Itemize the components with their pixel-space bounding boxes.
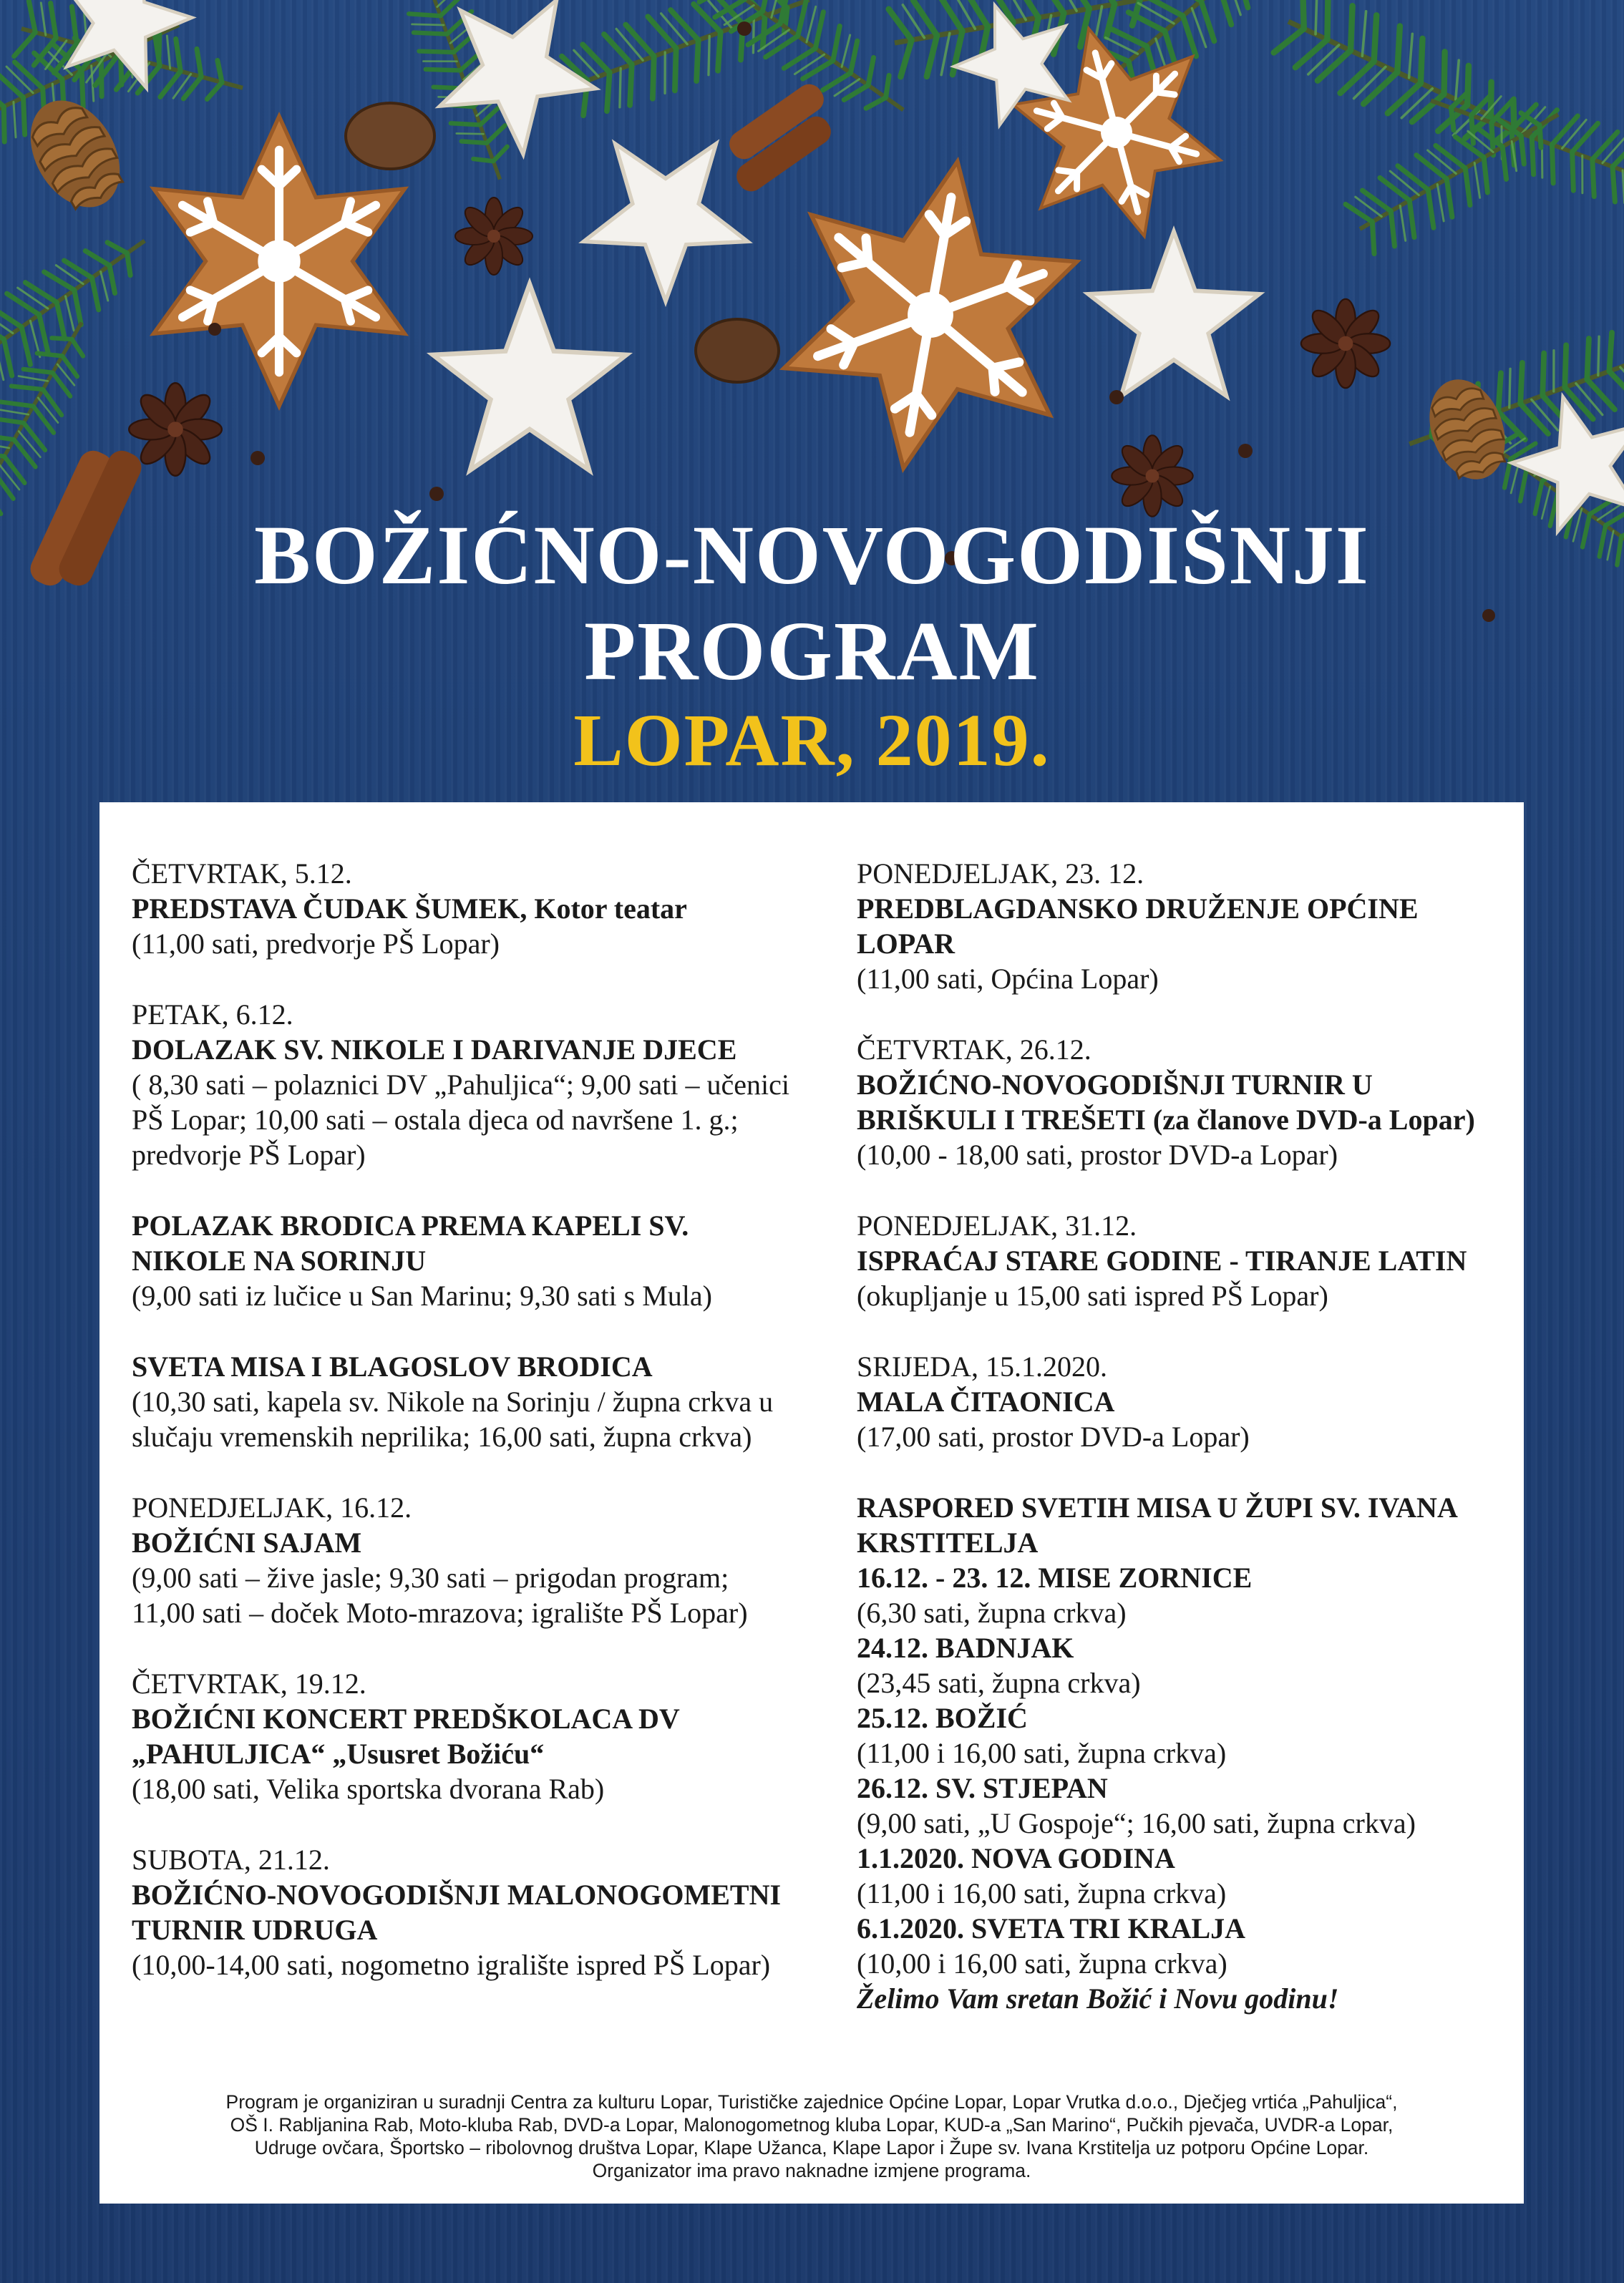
event-item	[857, 856, 1501, 996]
event-title: PREDSTAVA ČUDAK ŠUMEK, Kotor teatar	[132, 892, 687, 925]
mass-title: 6.1.2020. SVETA TRI KRALJA	[857, 1912, 1246, 1944]
event-details: ( 8,30 sati – polaznici DV „Pahuljica“; 9,00 sati – učenici PŠ Lopar; 10,00 sati – ostala djeca od navršene 1. g.; predvorje PŠ Lopar)	[132, 1069, 790, 1171]
mass-schedule	[857, 1490, 1501, 2016]
mass-details: (6,30 sati, župna crkva)	[857, 1597, 1127, 1629]
event-title: MALA ČITAONICA	[857, 1386, 1115, 1418]
mass-title: 1.1.2020. NOVA GODINA	[857, 1842, 1175, 1874]
event-details: (11,00 sati, predvorje PŠ Lopar)	[132, 928, 500, 960]
event-details: (18,00 sati, Velika sportska dvorana Rab)	[132, 1773, 605, 1805]
mass-details: (23,45 sati, župna crkva)	[857, 1667, 1141, 1699]
event-date: ČETVRTAK, 5.12.	[132, 857, 352, 890]
event-details: (10,00-14,00 sati, nogometno igralište ispred PŠ Lopar)	[132, 1949, 771, 1981]
event-details: (10,30 sati, kapela sv. Nikole na Sorinju / župna crkva u slučaju vremenskih neprilika; 16,00 sati, župna crkva)	[132, 1386, 774, 1453]
event-item	[857, 1208, 1501, 1313]
mass-title: 24.12. BADNJAK	[857, 1632, 1074, 1664]
event-item	[132, 1666, 790, 1806]
mass-details: (10,00 i 16,00 sati, župna crkva)	[857, 1947, 1227, 1980]
event-details: (okupljanje u 15,00 sati ispred PŠ Lopar)	[857, 1280, 1328, 1312]
event-title: BOŽIĆNI SAJAM	[132, 1527, 362, 1559]
event-item	[132, 856, 790, 961]
event-date: PONEDJELJAK, 23. 12.	[857, 857, 1144, 890]
mass-title: 25.12. BOŽIĆ	[857, 1702, 1028, 1734]
left-column	[132, 856, 790, 2018]
right-column	[857, 856, 1501, 2016]
title-line-2: PROGRAM	[584, 604, 1040, 698]
event-date: PONEDJELJAK, 31.12.	[857, 1209, 1137, 1242]
event-title: POLAZAK BRODICA PREMA KAPELI SV. NIKOLE NA SORINJU	[132, 1209, 689, 1277]
mass-title: 16.12. - 23. 12. MISE ZORNICE	[857, 1562, 1253, 1594]
event-date: SRIJEDA, 15.1.2020.	[857, 1350, 1108, 1383]
event-item	[857, 1349, 1501, 1454]
event-date: PONEDJELJAK, 16.12.	[132, 1491, 412, 1524]
program-panel	[99, 802, 1524, 2204]
event-date: ČETVRTAK, 26.12.	[857, 1033, 1091, 1066]
event-details: (17,00 sati, prostor DVD-a Lopar)	[857, 1421, 1250, 1453]
event-title: BOŽIĆNI KONCERT PREDŠKOLACA DV „PAHULJICA“ „Ususret Božiću“	[132, 1703, 680, 1770]
event-details: (9,00 sati – žive jasle; 9,30 sati – prigodan program; 11,00 sati – doček Moto-mrazova; igralište PŠ Lopar)	[132, 1562, 748, 1629]
event-title: SVETA MISA I BLAGOSLOV BRODICA	[132, 1350, 653, 1383]
event-date: PETAK, 6.12.	[132, 998, 293, 1031]
event-title: DOLAZAK SV. NIKOLE I DARIVANJE DJECE	[132, 1033, 737, 1066]
footer-line: Udruge ovčara, Športsko – ribolovnog društva Lopar, Klape Užanca, Klape Lapor i Župe sv. Ivana Krstitelja uz potporu Općine Lopar.	[254, 2137, 1369, 2158]
event-date: SUBOTA, 21.12.	[132, 1844, 330, 1876]
footer-line: OŠ I. Rabljanina Rab, Moto-kluba Rab, DVD-a Lopar, Malonogometnog kluba Lopar, KUD-a „San Marino“, Pučkih pjevača, UVDR-a Lopar,	[230, 2114, 1394, 2136]
event-details: (10,00 - 18,00 sati, prostor DVD-a Lopar)	[857, 1139, 1338, 1171]
mass-schedule-heading: RASPORED SVETIH MISA U ŽUPI SV. IVANA KRSTITELJA	[857, 1491, 1457, 1559]
mass-title: 26.12. SV. STJEPAN	[857, 1772, 1108, 1804]
title-line-1: BOŽIĆNO-NOVOGODIŠNJI	[254, 508, 1370, 602]
subtitle: LOPAR, 2019.	[573, 699, 1051, 782]
event-item	[132, 1842, 790, 1982]
footer-line: Program je organiziran u suradnji Centra za kulturu Lopar, Turističke zajednice Općine Lopar, Lopar Vrutka d.o.o., Dječjeg vrtića „Pahuljica“,	[225, 2091, 1398, 2113]
event-title: ISPRAĆAJ STARE GODINE - TIRANJE LATIN	[857, 1245, 1467, 1277]
mass-details: (11,00 i 16,00 sati, župna crkva)	[857, 1877, 1227, 1909]
event-title: BOŽIĆNO-NOVOGODIŠNJI TURNIR U BRIŠKULI I TREŠETI (za članove DVD-a Lopar)	[857, 1069, 1475, 1136]
footer-line: Organizator ima pravo naknadne izmjene programa.	[592, 2160, 1031, 2181]
event-item	[132, 1208, 790, 1313]
event-details: (11,00 sati, Općina Lopar)	[857, 963, 1159, 995]
gingerbread-snowflake-icon	[154, 4, 1235, 491]
event-title: BOŽIĆNO-NOVOGODIŠNJI MALONOGOMETNI TURNIR UDRUGA	[132, 1879, 782, 1946]
mass-details: (11,00 i 16,00 sati, župna crkva)	[857, 1737, 1227, 1769]
footer-credits	[128, 2090, 1495, 2182]
event-title: PREDBLAGDANSKO DRUŽENJE OPĆINE LOPAR	[857, 892, 1419, 960]
event-date: ČETVRTAK, 19.12.	[132, 1668, 366, 1700]
holiday-wish: Želimo Vam sretan Božić i Novu godinu!	[857, 1982, 1339, 2015]
event-item	[132, 997, 790, 1172]
event-item	[132, 1490, 790, 1630]
event-details: (9,00 sati iz lučice u San Marinu; 9,30 sati s Mula)	[132, 1280, 712, 1312]
mass-details: (9,00 sati, „U Gospoje“; 16,00 sati, župna crkva)	[857, 1807, 1416, 1839]
event-item	[857, 1032, 1501, 1172]
event-item	[132, 1349, 790, 1454]
